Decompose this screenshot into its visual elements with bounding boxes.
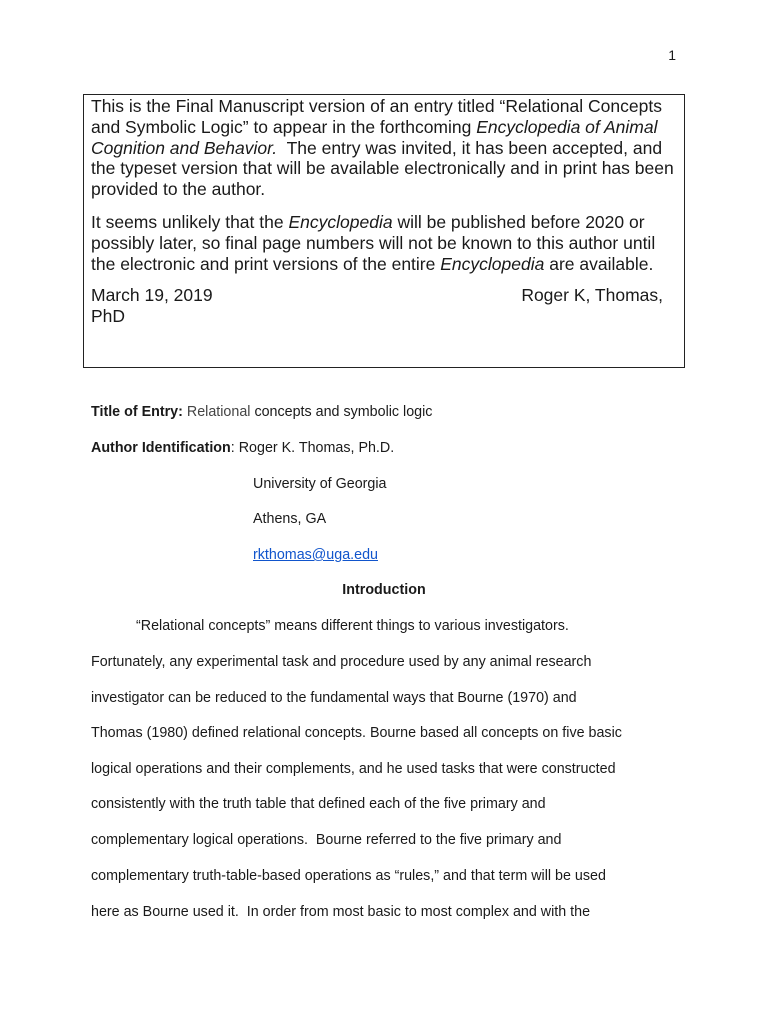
page-number: 1 bbox=[668, 47, 676, 63]
author-name: : Roger K. Thomas, Ph.D. bbox=[230, 440, 395, 456]
notice-p2-encyclopedia-1: Encyclopedia bbox=[288, 211, 393, 232]
intro-line-5: logical operations and their complements, and he used tasks that were constructed bbox=[91, 761, 616, 777]
title-of-entry-value-2: concepts and symbolic logic bbox=[250, 404, 433, 420]
signature-name: Roger K, Thomas, bbox=[521, 285, 663, 306]
intro-line-9: here as Bourne used it. In order from most basic to most complex and with the bbox=[91, 904, 591, 920]
notice-p2-encyclopedia-2: Encyclopedia bbox=[440, 253, 545, 274]
author-identification-line bbox=[91, 440, 394, 456]
notice-signature bbox=[91, 285, 677, 327]
notice-p1-text-a: This is the Final Manuscript version of an entry titled “Relational Concepts and Symbolic Logic” to appear in the forthcoming bbox=[91, 96, 662, 137]
intro-line-4: Thomas (1980) defined relational concepts. Bourne based all concepts on five basic bbox=[91, 725, 622, 741]
notice-p1-journal-title: Encyclopedia of Animal Cognition and Behavior. bbox=[91, 116, 658, 158]
author-location: Athens, GA bbox=[253, 511, 327, 527]
title-of-entry-line bbox=[91, 404, 432, 420]
manuscript-notice-box bbox=[83, 94, 685, 368]
notice-paragraph-2 bbox=[91, 212, 677, 274]
intro-line-2: Fortunately, any experimental task and procedure used by any animal research bbox=[91, 654, 592, 670]
notice-p2-text-c: are available. bbox=[544, 253, 654, 274]
notice-paragraph-1 bbox=[91, 96, 677, 200]
title-of-entry-label: Title of Entry: bbox=[91, 404, 183, 420]
author-affiliation: University of Georgia bbox=[253, 476, 387, 492]
notice-p2-text-a: It seems unlikely that the bbox=[91, 211, 289, 232]
notice-p2-text-b: will be published before 2020 or possibly later, so final page numbers will not be known to this author until the electronic and print versions of the entire bbox=[91, 211, 656, 274]
intro-line-7: complementary logical operations. Bourne referred to the five primary and bbox=[91, 832, 562, 848]
notice-date: March 19, 2019 bbox=[91, 285, 213, 306]
notice-p1-text-b: The entry was invited, it has been accepted, and the typeset version that will be available electronically and in print has been provided to the author. bbox=[91, 137, 674, 200]
signature-degree: PhD bbox=[91, 306, 126, 327]
author-identification-label: Author Identification bbox=[91, 440, 231, 456]
intro-line-8: complementary truth-table-based operations as “rules,” and that term will be used bbox=[91, 868, 606, 884]
author-email-link[interactable]: rkthomas@uga.edu bbox=[253, 547, 378, 563]
intro-line-1: “Relational concepts” means different things to various investigators. bbox=[136, 618, 569, 634]
intro-line-6: consistently with the truth table that defined each of the five primary and bbox=[91, 796, 546, 812]
title-of-entry-value-1: Relational bbox=[186, 404, 251, 420]
introduction-heading: Introduction bbox=[342, 582, 426, 598]
intro-line-3: investigator can be reduced to the fundamental ways that Bourne (1970) and bbox=[91, 690, 577, 706]
